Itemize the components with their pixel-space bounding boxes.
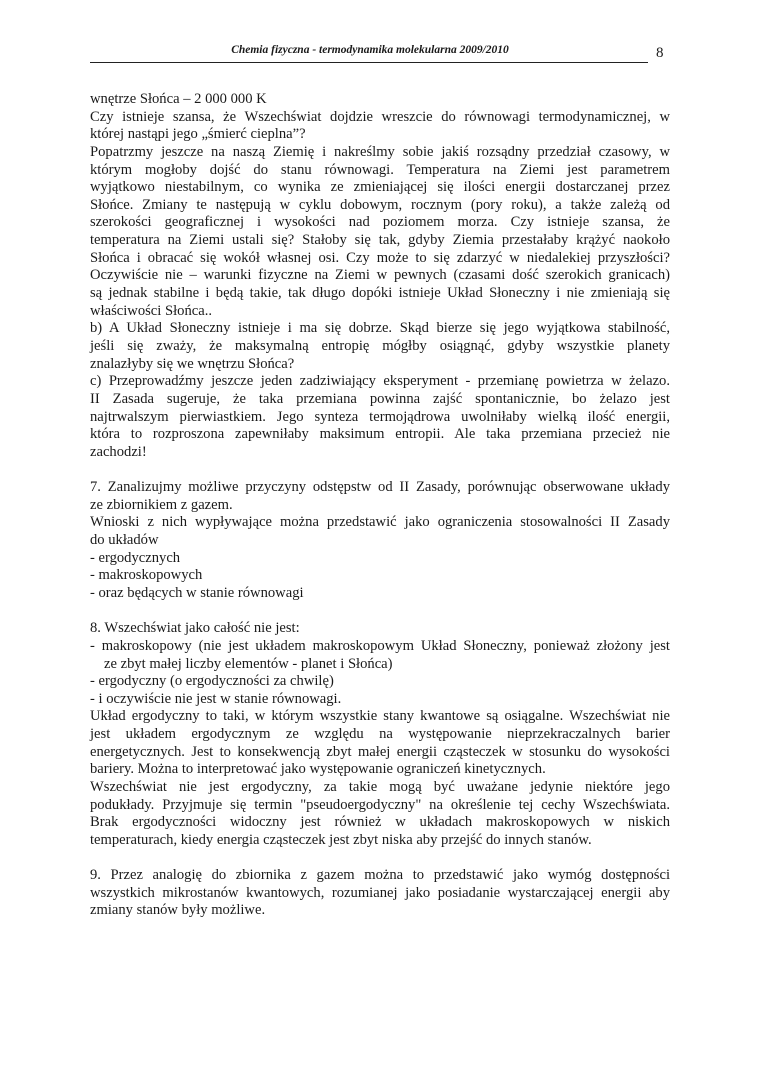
paragraph — [90, 109, 670, 144]
text-line: najtrwalszym pierwiastkiem. Jego synteza termojądrowa uwolniłaby wielką ilość energii, — [90, 408, 670, 425]
paragraph — [90, 638, 670, 673]
text-line: Popatrzmy jeszcze na naszą Ziemię i nakreślmy sobie jakiś rozsądny przedział czasowy, w — [90, 143, 670, 160]
text-line: ze zbiornikiem z gazem. — [90, 496, 233, 513]
paragraph — [90, 320, 670, 373]
text-line: Czy istnieje szansa, że Wszechświat dojdzie wreszcie do równowagi termodynamicznej, w — [90, 108, 670, 125]
text-line: której nastąpi jego „śmierć cieplna”? — [90, 126, 306, 143]
text-line: ze zbyt małej liczby elementów - planet i Słońca) — [104, 655, 393, 672]
paragraph — [90, 585, 670, 603]
text-line: Słońca i obracać się wokół własnej osi. Czy może to się zdarzyć w niedalekiej przyszłości? — [90, 249, 670, 266]
text-line: 7. Zanalizujmy możliwe przyczyny odstępstw od II Zasady, porównując obserwowane układy — [90, 479, 670, 496]
paragraph — [90, 867, 670, 920]
text-line: jeśli się zważy, że maksymalną entropię mógłby osiągnąć, gdyby wszystkie planety — [90, 337, 670, 354]
blank-line — [90, 850, 670, 868]
text-line: szerokości geograficznej i wysokości nad poziomem morza. Czy istnieje szansa, że — [90, 214, 670, 231]
header-divider — [90, 62, 648, 63]
text-line: zachodzi! — [90, 443, 147, 460]
text-line: - makroskopowych — [90, 567, 203, 584]
text-line: - ergodyczny (o ergodyczności za chwilę) — [90, 673, 334, 690]
text-line: - oraz będących w stanie równowagi — [90, 584, 304, 601]
text-line: którym mogłoby dojść do stanu równowagi. Temperatura na Ziemi jest parametrem — [90, 161, 670, 178]
text-line: temperaturach, kiedy energia cząsteczek jest zbyt niska aby przejść do innych stanów. — [90, 831, 592, 848]
text-line: do układów — [90, 532, 159, 549]
text-line: która to rozproszona zapewniłaby maksimum entropii. Ale taka przemiana przecież nie — [90, 426, 670, 443]
blank-line — [90, 461, 670, 479]
text-line: jest układem ergodycznym ze względu na występowanie nieprzekraczalnych barier — [90, 726, 670, 743]
text-line: Wszechświat nie jest ergodyczny, za takie mogą być uważane jedynie niektóre jego — [90, 778, 670, 795]
text-line: Słońce. Zmiany te następują w cyklu dobowym, rocznym (pory roku), a także zależą od — [90, 196, 670, 213]
text-line: - ergodycznych — [90, 549, 181, 566]
text-line: są jednak stabilne i będą takie, tak długo dopóki istnieje Układ Słoneczny i nie zmieniają się — [90, 285, 670, 302]
text-line: Oczywiście nie – warunki fizyczne na Ziemi w pewnych (czasami dość szerokich granicach) — [90, 267, 670, 284]
paragraph — [90, 779, 670, 850]
text-line: znalazłyby się we wnętrzu Słońca? — [90, 355, 295, 372]
paragraph — [90, 479, 670, 514]
paragraph — [90, 144, 670, 320]
text-line: energetycznych. Jest to konsekwencją zbyt małej energii cząsteczek w stosunku do wysokości — [90, 743, 670, 760]
text-line: Wnioski z nich wypływające można przedstawić jako ograniczenia stosowalności II Zasady — [90, 514, 670, 531]
text-line: zmiany stanów były możliwe. — [90, 902, 266, 919]
text-line: Układ ergodyczny to taki, w którym wszystkie stany kwantowe są osiągalne. Wszechświat nie — [90, 708, 670, 725]
text-line: wnętrze Słońca – 2 000 000 K — [90, 91, 267, 107]
text-line: - i oczywiście nie jest w stanie równowagi. — [90, 690, 342, 707]
blank-line — [90, 603, 670, 621]
text-line: właściwości Słońca.. — [90, 302, 212, 319]
page-number: 8 — [656, 45, 664, 61]
text-line: podukłady. Przyjmuje się termin "pseudoergodyczny" na określenie tej cechy Wszechświata. — [90, 796, 670, 813]
text-line: - makroskopowy (nie jest układem makroskopowym Układ Słoneczny, ponieważ złożony jest — [90, 637, 670, 654]
paragraph — [90, 550, 670, 568]
paragraph — [90, 691, 670, 709]
paragraph — [90, 673, 670, 691]
paragraph — [90, 514, 670, 549]
paragraph — [90, 373, 670, 461]
text-line: c) Przeprowadźmy jeszcze jeden zadziwiający eksperyment - przemianę powietrza w żelazo. — [90, 373, 670, 390]
paragraph — [90, 620, 670, 638]
paragraph — [90, 567, 670, 585]
text-line: bariery. Można to interpretować jako występowanie ograniczeń kinetycznych. — [90, 761, 546, 778]
document-body — [90, 91, 670, 920]
text-line: Brak ergodyczności widoczny jest również w układach makroskopowych w niskich — [90, 814, 670, 831]
paragraph — [90, 708, 670, 779]
text-line: wyjątkowo niestabilnym, co wynika ze zmieniającej się ilości energii dostarczanej przez — [90, 179, 670, 196]
text-line: 8. Wszechświat jako całość nie jest: — [90, 620, 300, 637]
text-line: temperatura na Ziemi ustali się? Stałoby się tak, gdyby Ziemia przestałaby krążyć naokoło — [90, 232, 670, 249]
text-line: II Zasada sugeruje, że taka przemiana powinna zajść spontanicznie, bo żelazo jest — [90, 390, 670, 407]
text-line: b) A Układ Słoneczny istnieje i ma się dobrze. Skąd bierze się jego wyjątkowa stabilność, — [90, 320, 670, 337]
paragraph — [90, 91, 670, 109]
running-header-title: Chemia fizyczna - termodynamika molekularna 2009/2010 — [231, 44, 509, 56]
text-line: wszystkich mikrostanów kwantowych, rozumianej jako posiadanie wystarczającej energii aby — [90, 884, 670, 901]
text-line: 9. Przez analogię do zbiornika z gazem można to przedstawić jako wymóg dostępności — [90, 867, 670, 884]
